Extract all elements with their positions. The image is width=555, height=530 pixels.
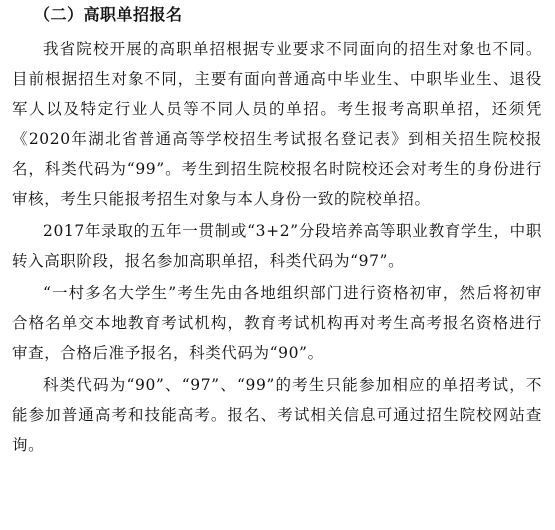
paragraph-eligibility: 我省院校开展的高职单招根据专业要求不同面向的招生对象也不同。目前根据招生对象不同，主要有面向普通高中毕业生、中职毕业生、退役军人以及特定行业人员等不同人员的单招。考生报考高职单招，还须凭《2020年湖北省普通高等学校招生考试报名登记表》到相关招生院校报名，科类代码为“99”。考生到招生院校报名时院校还会对考生的身份进行审核，考生只能报考招生对象与本人身份一致的院校单招。	[12, 40, 542, 208]
document-section	[12, 0, 542, 462]
paragraph-village-students: “一村多名大学生”考生先由各地组织部门进行资格初审，然后将初审合格名单交本地教育考试机构，教育考试机构再对考生高考报名资格进行审查，合格后准予报名，科类代码为“90”。	[12, 284, 542, 362]
paragraph-five-year-program: 2017年录取的五年一贯制或“3+2”分段培养高等职业教育学生，中职转入高职阶段，报名参加高职单招，科类代码为“97”。	[12, 222, 542, 270]
section-heading: （二）高职单招报名	[34, 5, 183, 24]
paragraph-restrictions: 科类代码为“90”、“97”、“99”的考生只能参加相应的单招考试，不能参加普通高考和技能高考。报名、考试相关信息可通过招生院校网站查询。	[12, 376, 542, 454]
